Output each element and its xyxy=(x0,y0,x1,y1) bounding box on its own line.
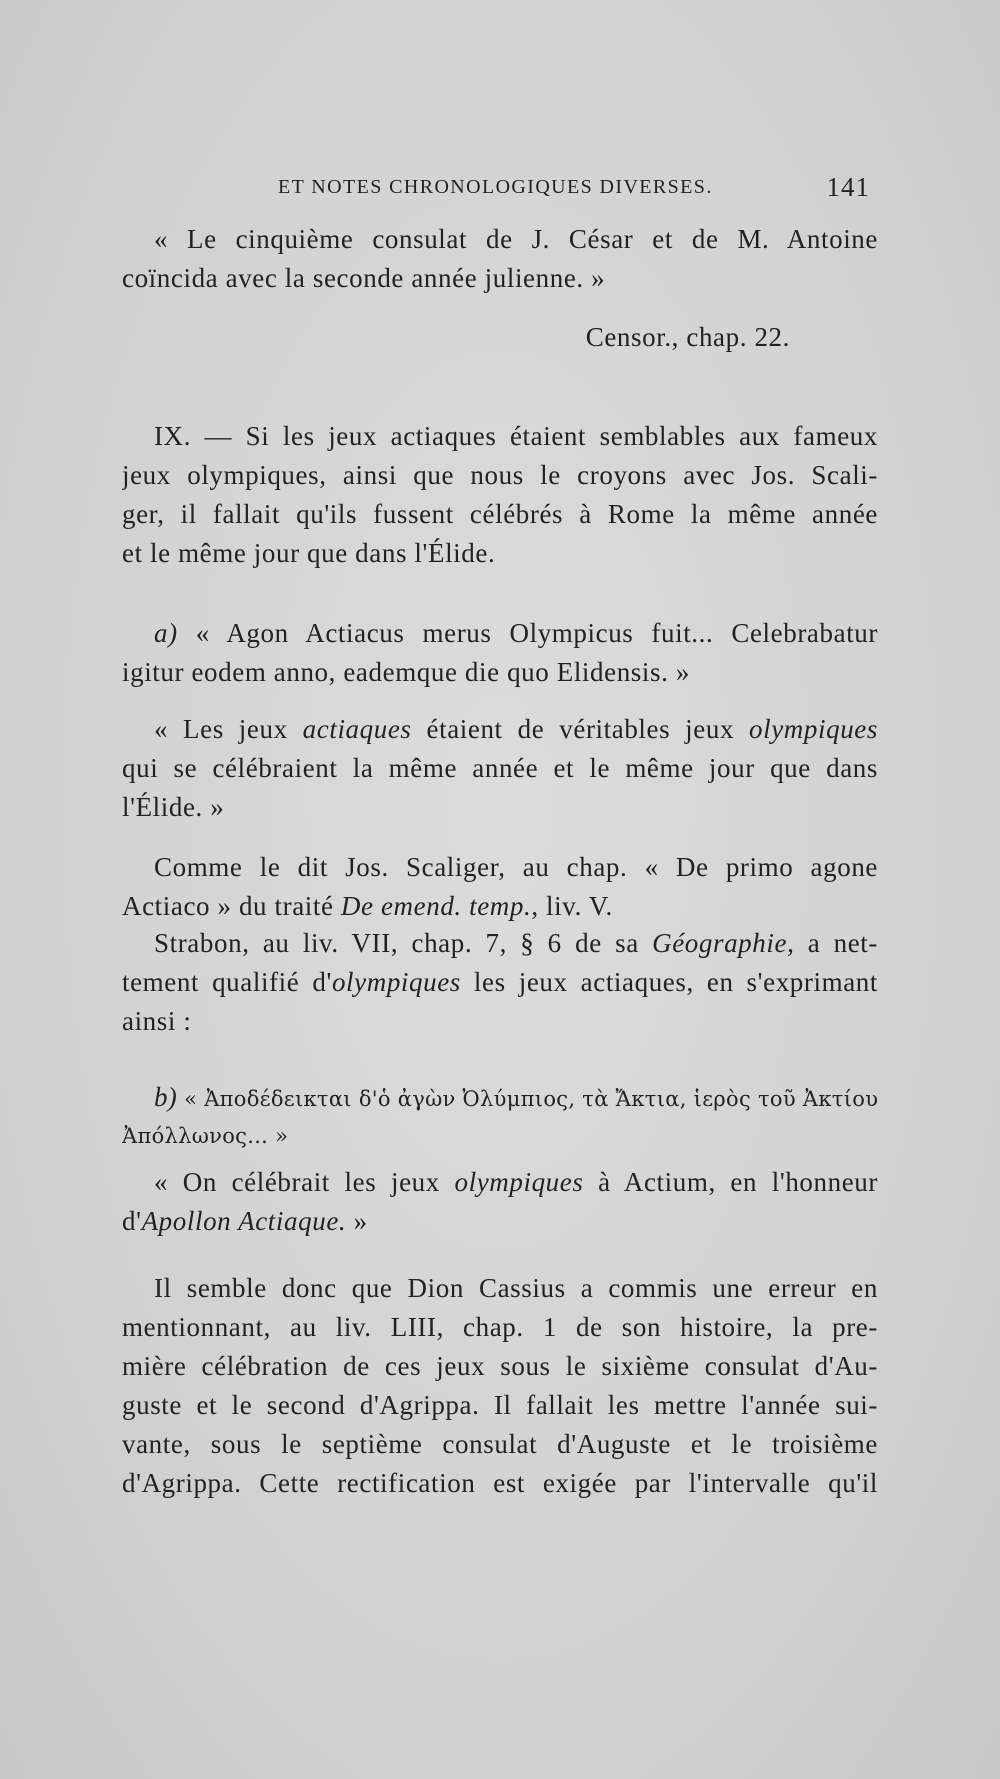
text-segment: a net- xyxy=(794,928,878,958)
italic-title: De emend. temp. xyxy=(340,891,532,921)
greek-quote-b xyxy=(122,1078,878,1156)
text-segment: Actiaco » du traité xyxy=(122,891,341,921)
text-line: l'Élide. » xyxy=(122,792,225,822)
translation-b xyxy=(122,1163,878,1241)
text-line xyxy=(122,924,878,963)
text-line: d'Agrippa. Cette rectification est exigée par l'intervalle qu'il xyxy=(122,1468,878,1498)
text-segment: , liv. V. xyxy=(531,891,613,921)
text-segment: « Les jeux xyxy=(154,714,303,744)
text-line: Il semble donc que Dion Cassius a commis une erreur en xyxy=(154,1273,878,1303)
strabon-paragraph xyxy=(122,924,878,1041)
dion-cassius-paragraph xyxy=(122,1269,878,1503)
quote-marker: b) xyxy=(154,1082,178,1112)
comme-paragraph xyxy=(122,848,878,926)
text-line: Comme le dit Jos. Scaliger, au chap. « De primo agone xyxy=(154,852,878,882)
italic-term: actiaques xyxy=(302,714,412,744)
text-line xyxy=(122,1078,878,1117)
text-segment: d' xyxy=(122,1206,142,1236)
quote-paragraph-caesar xyxy=(122,220,878,298)
text-segment: les jeux actiaques, en s'exprimant xyxy=(460,967,878,997)
text-line: vante, sous le septième consulat d'Auguste et le troisième xyxy=(122,1429,878,1459)
citation-text: Censor., chap. 22. xyxy=(585,322,790,352)
text-line xyxy=(122,614,878,653)
text-line: igitur eodem anno, eademque die quo Elidensis. » xyxy=(122,657,690,687)
text-segment: Strabon, au liv. VII, chap. 7, § 6 de sa xyxy=(154,928,653,958)
text-line: jeux olympiques, ainsi que nous le croyons avec Jos. Scali- xyxy=(122,460,878,490)
latin-quote-a xyxy=(122,614,878,692)
text-line: qui se célébraient la même année et le même jour que dans xyxy=(122,753,878,783)
text-line: « Le cinquième consulat de J. César et de M. Antoine xyxy=(154,224,878,254)
translation-a xyxy=(122,710,878,827)
italic-term: Apollon Actiaque. xyxy=(141,1206,347,1236)
greek-quote-text: « Ἀποδέδεικται δ'ὁ ἀγὼν Ὀλύμπιος, τὰ Ἄκτια, ἱερὸς τοῦ Ἀκτίου xyxy=(177,1087,878,1111)
italic-title: Géographie, xyxy=(652,928,795,958)
page-number: 141 xyxy=(826,172,870,202)
italic-term: olympiques xyxy=(331,967,461,997)
italic-term: olympiques xyxy=(454,1167,584,1197)
text-line: et le même jour que dans l'Élide. xyxy=(122,538,496,568)
citation-censorinus xyxy=(122,318,790,357)
section-ix-paragraph xyxy=(122,417,878,573)
text-segment: tement qualifié d' xyxy=(122,967,332,997)
text-line xyxy=(122,1202,878,1241)
text-segment: à Actium, en l'honneur xyxy=(583,1167,878,1197)
text-line: guste et le second d'Agrippa. Il fallait les mettre l'année sui- xyxy=(122,1390,878,1420)
text-line: coïncida avec la seconde année julienne. » xyxy=(122,263,606,293)
text-line: mière célébration de ces jeux sous le sixième consulat d'Au- xyxy=(122,1351,878,1381)
text-line xyxy=(122,963,878,1002)
text-line xyxy=(122,1163,878,1202)
text-line xyxy=(122,710,878,749)
text-segment: « On célébrait les jeux xyxy=(154,1167,455,1197)
italic-term: olympiques xyxy=(749,714,878,744)
text-line: ainsi : xyxy=(122,1006,192,1036)
text-line xyxy=(122,887,878,926)
text-line: mentionnant, au liv. LIII, chap. 1 de son histoire, la pre- xyxy=(122,1312,878,1342)
text-line: ger, il fallait qu'ils fussent célébrés à Rome la même année xyxy=(122,499,878,529)
latin-quote-text: « Agon Actiacus merus Olympicus fuit... Celebrabatur xyxy=(177,618,878,648)
running-header xyxy=(278,172,870,202)
text-line: IX. — Si les jeux actiaques étaient semblables aux fameux xyxy=(154,421,878,451)
text-segment: » xyxy=(346,1206,368,1236)
text-line: Ἀπόλλωνος... » xyxy=(122,1124,289,1148)
running-title: ET NOTES CHRONOLOGIQUES DIVERSES. xyxy=(278,176,713,198)
text-segment: étaient de véritables jeux xyxy=(411,714,750,744)
quote-marker: a) xyxy=(154,618,178,648)
